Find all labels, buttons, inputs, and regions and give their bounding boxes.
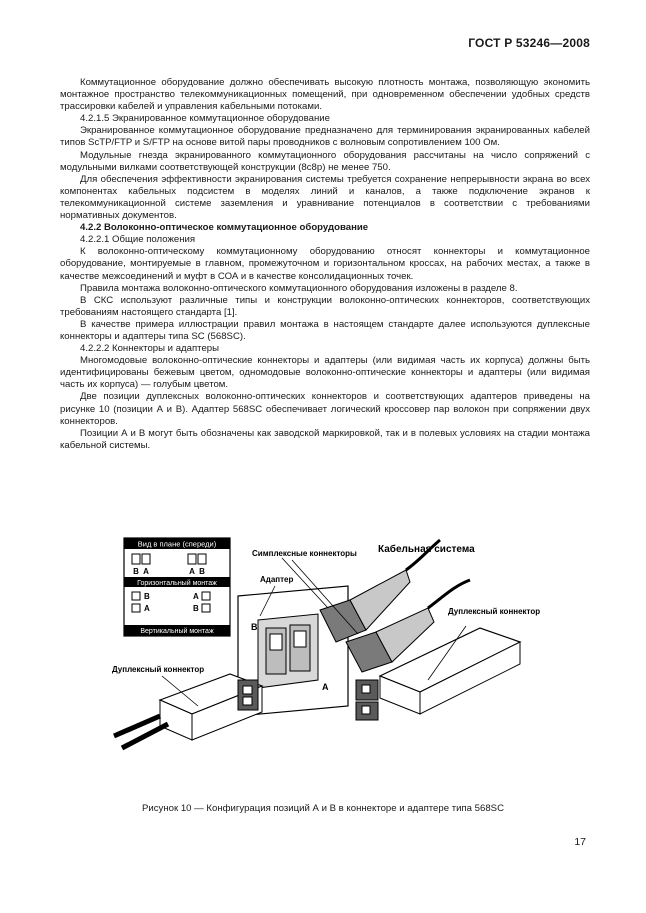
subsection-heading: 4.2.2.1 Общие положения — [80, 234, 196, 246]
legend-letter-b: B — [193, 604, 199, 613]
legend-letter-b: B — [133, 567, 139, 576]
label-adapter: Адаптер — [260, 575, 294, 584]
paragraph: Позиции А и В могут быть обозначены как заводской маркировкой, так и в полевых условиях на стадии монтажа кабельной системы. — [60, 427, 590, 451]
section-heading: 4.2.2 Волоконно-оптическое коммутационное оборудование — [80, 222, 369, 234]
label-duplex-left: Дуплексный коннектор — [112, 665, 205, 674]
legend-box — [124, 538, 230, 636]
paragraph: Для обеспечения эффективности экранирования системы требуется сохранение непрерывности экрана во всех компонентах кабельных подсистем в моделях линий и каналов, а также подключение экранов к телекоммуникационной системе заземления и уравнивание потенциалов в соответствии с требованиями нормативных документов. — [60, 173, 590, 222]
duplex-connector-left — [114, 674, 262, 748]
page-number: 17 — [574, 836, 586, 848]
legend-letter-b: B — [144, 592, 150, 601]
legend-title: Вид в плане (спереди) — [137, 539, 217, 549]
legend-letter-a: A — [144, 604, 150, 613]
paragraph: Правила монтажа волоконно-оптического коммутационного оборудования изложены в разделе 8. — [80, 282, 518, 294]
body-text — [60, 77, 590, 452]
paragraph: Многомодовые волоконно-оптические коннекторы и адаптеры (или видимая часть их корпуса) должны быть идентифицированы бежевым цветом, одномодовые волоконно-оптические коннекторы и адаптеры (или видимая часть их корпуса) — голубым цветом. — [60, 355, 590, 391]
label-duplex-right: Дуплексный коннектор — [448, 607, 541, 616]
legend-letter-a: A — [189, 567, 195, 576]
subsection-heading: 4.2.1.5 Экранированное коммутационное оборудование — [80, 113, 330, 125]
figure-10 — [110, 530, 541, 770]
figure-illustration — [110, 530, 541, 770]
legend-letter-a: A — [193, 592, 199, 601]
paragraph: В качестве примера иллюстрации правил монтажа в настоящем стандарте далее используются дуплексные коннекторы и адаптеры типа SC (568SC). — [60, 318, 590, 342]
subsection-heading: 4.2.2.2 Коннекторы и адаптеры — [80, 343, 220, 355]
legend-letter-b: B — [199, 567, 205, 576]
paragraph: К волоконно-оптическому коммутационному оборудованию относят коннекторы и коммутационное оборудование, монтируемые в главном, промежуточном и горизонтальном кроссах, на рабочих местах, а также в качестве межсоединений и муфт в СОА и в качестве консолидационных точек. — [60, 246, 590, 282]
adapter-letter-b: B — [251, 622, 258, 632]
legend-vertical: Вертикальный монтаж — [140, 628, 214, 635]
label-system: Кабельная система — [378, 544, 475, 555]
figure-caption: Рисунок 10 — Конфигурация позиций А и В в коннекторе и адаптере типа 568SC — [141, 803, 505, 814]
document-code: ГОСТ Р 53246—2008 — [468, 36, 590, 50]
paragraph: Модульные гнезда экранированного коммутационного оборудования рассчитаны на число сопряжений с модульными вилками соответствующей конструкции (8с8р) не менее 750. — [60, 149, 590, 173]
adapter-letter-a: A — [322, 682, 329, 692]
legend-horizontal: Горизонтальный монтаж — [137, 580, 217, 587]
label-simplex: Симплексные коннекторы — [252, 549, 357, 558]
paragraph: В СКС используют различные типы и конструкции волоконно-оптических коннекторов, соответствующих требованиям настоящего стандарта [1]. — [60, 294, 590, 318]
legend-letter-a: A — [143, 567, 149, 576]
paragraph: Экранированное коммутационное оборудование предназначено для терминирования экранированных кабелей типов ScTP/FTP и S/FTP на основе витой пары проводников с волновым сопротивлением 100 Ом. — [60, 125, 590, 149]
paragraph: Две позиции дуплексных волоконно-оптических коннекторов и соответствующих адаптеров приведены на рисунке 10 (позиции А и В). Адаптер 568SC обеспечивает логический кроссовер пар волокон при сопряжении двух коннекторов. — [60, 391, 590, 427]
paragraph: Коммутационное оборудование должно обеспечивать высокую плотность монтажа, позволяющую экономить монтажное пространство телекоммуникационных помещений, при одновременном обеспечении удобных средств трассировки кабелей и управления кабельными потоками. — [60, 77, 590, 113]
